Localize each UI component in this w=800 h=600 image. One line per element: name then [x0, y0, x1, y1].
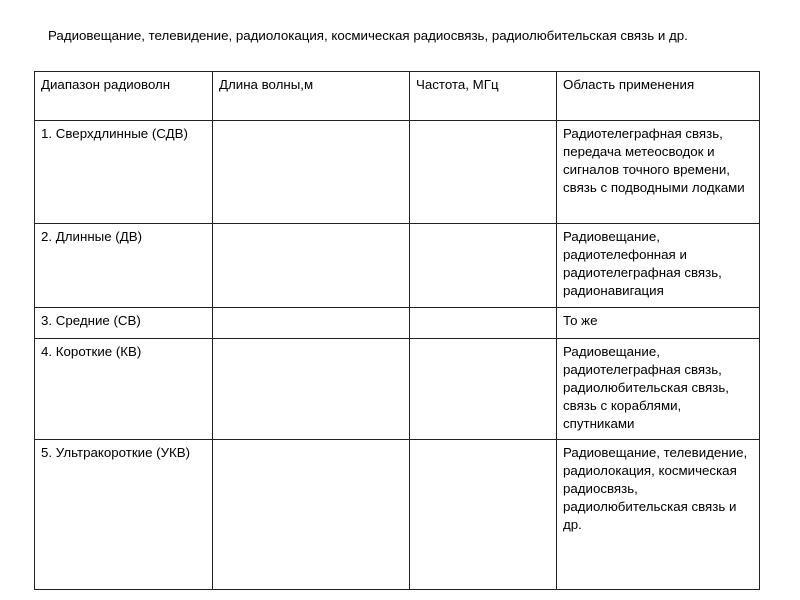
- cell-band: 3. Средние (СВ): [35, 308, 213, 339]
- cell-band: 2. Длинные (ДВ): [35, 224, 213, 308]
- cell-band: 5. Ультракороткие (УКВ): [35, 440, 213, 590]
- table-row: [35, 440, 760, 590]
- cell-wavelength: [213, 224, 410, 308]
- table-row: [35, 308, 760, 339]
- cell-band: 4. Короткие (КВ): [35, 339, 213, 440]
- cell-frequency: [410, 224, 557, 308]
- cell-application: Радиовещание, телевидение, радиолокация, космическая радиосвязь, радиолюбительская связь и др.: [557, 440, 760, 590]
- cell-frequency: [410, 308, 557, 339]
- cell-application: То же: [557, 308, 760, 339]
- table-header-row: [35, 72, 760, 121]
- header-frequency: Частота, МГц: [410, 72, 557, 121]
- cell-band: 1. Сверхдлинные (СДВ): [35, 121, 213, 224]
- cell-application: Радиовещание, радиотелеграфная связь, радиолюбительская связь, связь с кораблями, спутниками: [557, 339, 760, 440]
- intro-text: Радиовещание, телевидение, радиолокация, космическая радиосвязь, радиолюбительская связь и др.: [48, 28, 688, 43]
- cell-application: Радиовещание, радиотелефонная и радиотелеграфная связь, радионавигация: [557, 224, 760, 308]
- cell-wavelength: [213, 339, 410, 440]
- cell-wavelength: [213, 308, 410, 339]
- cell-frequency: [410, 339, 557, 440]
- cell-wavelength: [213, 121, 410, 224]
- header-band: Диапазон радиоволн: [35, 72, 213, 121]
- cell-frequency: [410, 440, 557, 590]
- table-row: [35, 224, 760, 308]
- cell-wavelength: [213, 440, 410, 590]
- table-row: [35, 339, 760, 440]
- header-application: Область применения: [557, 72, 760, 121]
- header-wavelength: Длина волны,м: [213, 72, 410, 121]
- radio-bands-table: [34, 71, 760, 590]
- cell-application: Радиотелеграфная связь, передача метеосводок и сигналов точного времени, связь с подводными лодками: [557, 121, 760, 224]
- cell-frequency: [410, 121, 557, 224]
- table-row: [35, 121, 760, 224]
